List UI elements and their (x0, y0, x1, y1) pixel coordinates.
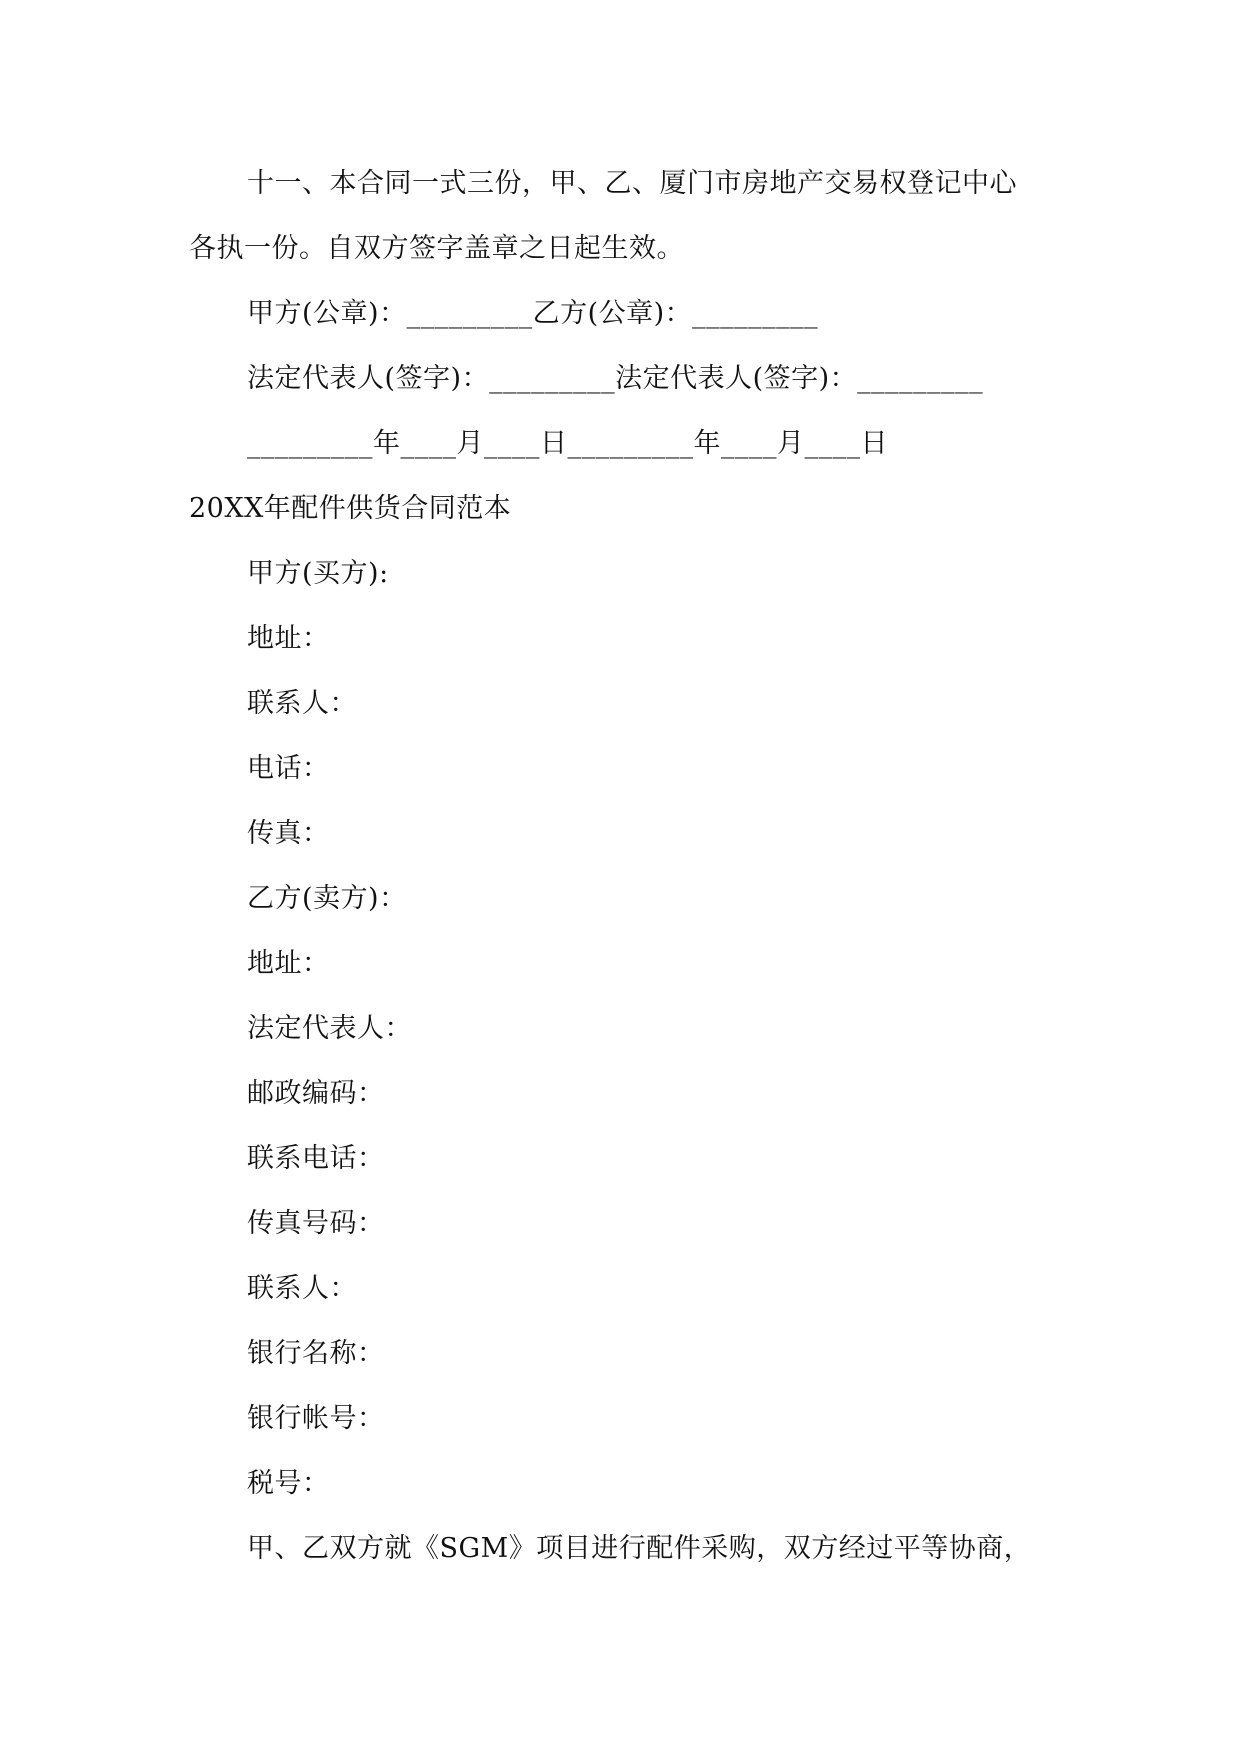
party-b-phone-label: 联系电话： (247, 1143, 385, 1174)
party-a-buyer-label: 甲方(买方): (247, 558, 389, 589)
party-a-address-label: 地址： (247, 623, 330, 654)
legal-rep-signature-line: 法定代表人(签字)：_________法定代表人(签字)：_________ (247, 363, 984, 394)
preamble-paragraph-line: 甲、乙双方就《SGM》项目进行配件采购，双方经过平等协商， (247, 1533, 1032, 1564)
clause-eleven-line-1: 十一、本合同一式三份，甲、乙、厦门市房地产交易权登记中心 (247, 168, 1017, 199)
party-b-seller-label: 乙方(卖方)： (247, 883, 407, 914)
clause-eleven-line-2: 各执一份。自双方签字盖章之日起生效。 (189, 233, 684, 264)
party-a-phone-label: 电话： (247, 753, 330, 784)
party-b-postcode-label: 邮政编码： (247, 1078, 385, 1109)
party-b-legal-rep-label: 法定代表人： (247, 1013, 412, 1044)
party-seal-line: 甲方(公章)：_________乙方(公章)：_________ (247, 298, 819, 329)
party-a-fax-label: 传真： (247, 818, 330, 849)
date-line: _________年____月____日_________年____月____日 (247, 428, 888, 459)
party-b-contact-label: 联系人： (247, 1273, 357, 1304)
party-b-address-label: 地址： (247, 948, 330, 979)
party-b-fax-label: 传真号码： (247, 1208, 385, 1239)
party-a-contact-label: 联系人： (247, 688, 357, 719)
party-b-bank-account-label: 银行帐号： (247, 1403, 385, 1434)
party-b-tax-id-label: 税号： (247, 1468, 330, 1499)
contract-title: 20XX年配件供货合同范本 (189, 493, 512, 524)
party-b-bank-name-label: 银行名称： (247, 1338, 385, 1369)
